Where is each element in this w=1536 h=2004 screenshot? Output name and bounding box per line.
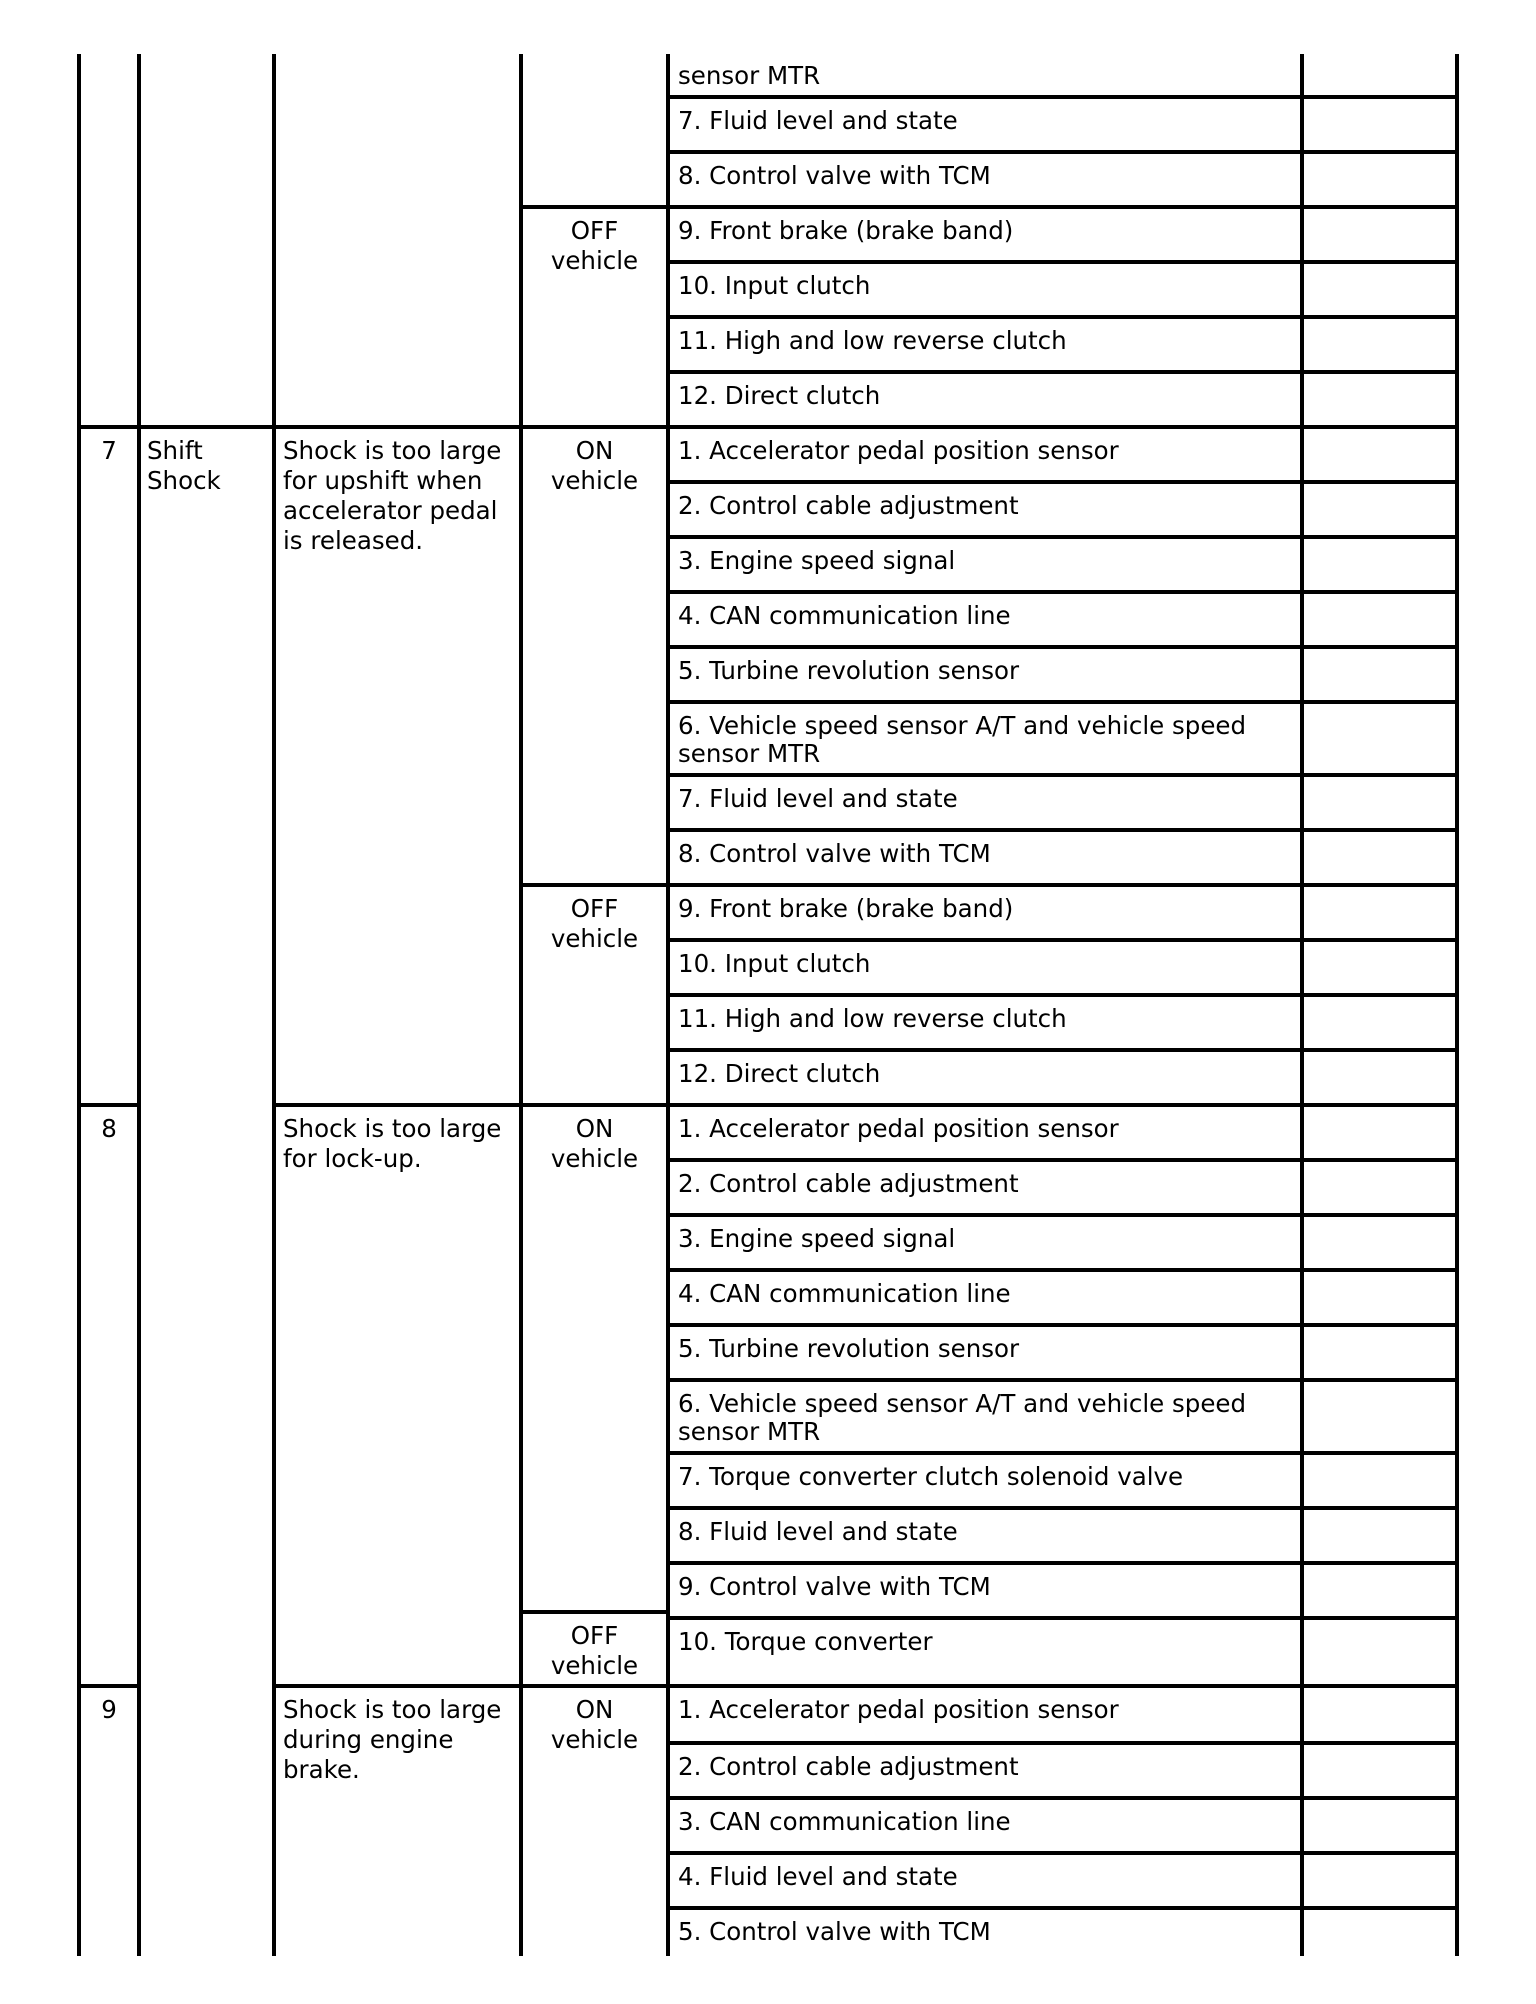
item-text: 7. Fluid level and state: [678, 106, 958, 135]
item-text: 4. CAN communication line: [678, 601, 1011, 630]
row-border: [669, 370, 1459, 374]
row-border: [669, 1616, 1459, 1620]
row-border: [669, 95, 1459, 99]
row-border: [669, 993, 1459, 997]
condition-label: OFF: [570, 216, 619, 245]
condition-label: vehicle: [550, 1144, 639, 1173]
row-border: [669, 1103, 1459, 1107]
row-border: [77, 1684, 141, 1688]
row-border: [669, 1378, 1459, 1382]
item-text: 2. Control cable adjustment: [678, 491, 1019, 520]
row-border: [669, 938, 1459, 942]
row-border: [77, 425, 669, 429]
row-border: [669, 480, 1459, 484]
symptom-text: Shock is too large: [283, 1114, 502, 1143]
row-border: [519, 1610, 669, 1614]
item-text: sensor MTR: [678, 739, 821, 768]
col-border: [1455, 54, 1459, 1956]
item-text: 3. Engine speed signal: [678, 546, 956, 575]
row-border: [519, 205, 669, 209]
condition-label: ON: [575, 1114, 614, 1143]
row-border: [669, 1741, 1459, 1745]
symptom-text: during engine: [283, 1725, 454, 1754]
item-text: 10. Input clutch: [678, 271, 871, 300]
row-border: [669, 1906, 1459, 1910]
item-text: 5. Turbine revolution sensor: [678, 656, 1020, 685]
row-border: [669, 315, 1459, 319]
col-border: [77, 54, 81, 1956]
row-border: [669, 1561, 1459, 1565]
row-border: [669, 883, 1459, 887]
item-text: 12. Direct clutch: [678, 1059, 881, 1088]
item-text: 8. Control valve with TCM: [678, 839, 991, 868]
item-text: 11. High and low reverse clutch: [678, 326, 1067, 355]
item-text: 1. Accelerator pedal position sensor: [678, 1114, 1119, 1143]
condition-label: vehicle: [550, 1725, 639, 1754]
symptom-text: accelerator pedal: [283, 496, 498, 525]
item-text: 11. High and low reverse clutch: [678, 1004, 1067, 1033]
row-border: [669, 700, 1459, 704]
item-text: 12. Direct clutch: [678, 381, 881, 410]
row-border: [519, 883, 669, 887]
row-border: [669, 645, 1459, 649]
row-number: 7: [101, 436, 117, 465]
item-text: 4. Fluid level and state: [678, 1862, 958, 1891]
item-text: 10. Torque converter: [678, 1627, 933, 1656]
symptom-text: brake.: [283, 1755, 360, 1784]
symptom-text: for lock-up.: [283, 1144, 422, 1173]
symptom-text: is released.: [283, 526, 424, 555]
item-text: 4. CAN communication line: [678, 1279, 1011, 1308]
item-text: 6. Vehicle speed sensor A/T and vehicle speed: [678, 711, 1247, 740]
row-border: [669, 1451, 1459, 1455]
item-text: 9. Front brake (brake band): [678, 216, 1014, 245]
row-border: [669, 205, 1459, 209]
item-text: 10. Input clutch: [678, 949, 871, 978]
row-border: [669, 590, 1459, 594]
symptom-text: for upshift when: [283, 466, 483, 495]
category-text: Shock: [147, 466, 221, 495]
row-border: [77, 1103, 141, 1107]
item-text: 2. Control cable adjustment: [678, 1169, 1019, 1198]
condition-label: OFF: [570, 894, 619, 923]
row-number: 9: [101, 1695, 117, 1724]
item-text: sensor MTR: [678, 61, 821, 90]
condition-label: OFF: [570, 1621, 619, 1650]
condition-label: vehicle: [550, 924, 639, 953]
row-border: [669, 425, 1459, 429]
row-border: [669, 1851, 1459, 1855]
row-border: [669, 773, 1459, 777]
row-border: [669, 1796, 1459, 1800]
item-text: 8. Control valve with TCM: [678, 161, 991, 190]
row-border: [669, 828, 1459, 832]
item-text: 7. Fluid level and state: [678, 784, 958, 813]
item-text: 3. Engine speed signal: [678, 1224, 956, 1253]
symptom-text: Shock is too large: [283, 436, 502, 465]
col-border: [1300, 54, 1304, 1956]
col-border: [272, 54, 276, 1956]
row-border: [669, 1323, 1459, 1327]
item-text: 2. Control cable adjustment: [678, 1752, 1019, 1781]
category-text: Shift: [147, 436, 203, 465]
item-text: 3. CAN communication line: [678, 1807, 1011, 1836]
item-text: 5. Control valve with TCM: [678, 1917, 991, 1946]
item-text: 9. Front brake (brake band): [678, 894, 1014, 923]
condition-label: ON: [575, 1695, 614, 1724]
row-border: [669, 1684, 1459, 1688]
item-text: 8. Fluid level and state: [678, 1517, 958, 1546]
row-border: [669, 260, 1459, 264]
row-border: [272, 1103, 669, 1107]
row-border: [669, 535, 1459, 539]
row-border: [669, 1158, 1459, 1162]
condition-label: vehicle: [550, 246, 639, 275]
condition-label: vehicle: [550, 1651, 639, 1680]
row-number: 8: [101, 1114, 117, 1143]
symptom-text: Shock is too large: [283, 1695, 502, 1724]
item-text: sensor MTR: [678, 1417, 821, 1446]
item-text: 1. Accelerator pedal position sensor: [678, 1695, 1119, 1724]
row-border: [669, 1506, 1459, 1510]
condition-label: vehicle: [550, 466, 639, 495]
col-border: [137, 54, 141, 1956]
col-border: [666, 54, 670, 1956]
item-text: 7. Torque converter clutch solenoid valve: [678, 1462, 1184, 1491]
item-text: 9. Control valve with TCM: [678, 1572, 991, 1601]
row-border: [669, 150, 1459, 154]
item-text: 5. Turbine revolution sensor: [678, 1334, 1020, 1363]
row-border: [669, 1268, 1459, 1272]
item-text: 1. Accelerator pedal position sensor: [678, 436, 1119, 465]
row-border: [272, 1684, 669, 1688]
condition-label: ON: [575, 436, 614, 465]
row-border: [669, 1213, 1459, 1217]
item-text: 6. Vehicle speed sensor A/T and vehicle speed: [678, 1389, 1247, 1418]
row-border: [669, 1048, 1459, 1052]
